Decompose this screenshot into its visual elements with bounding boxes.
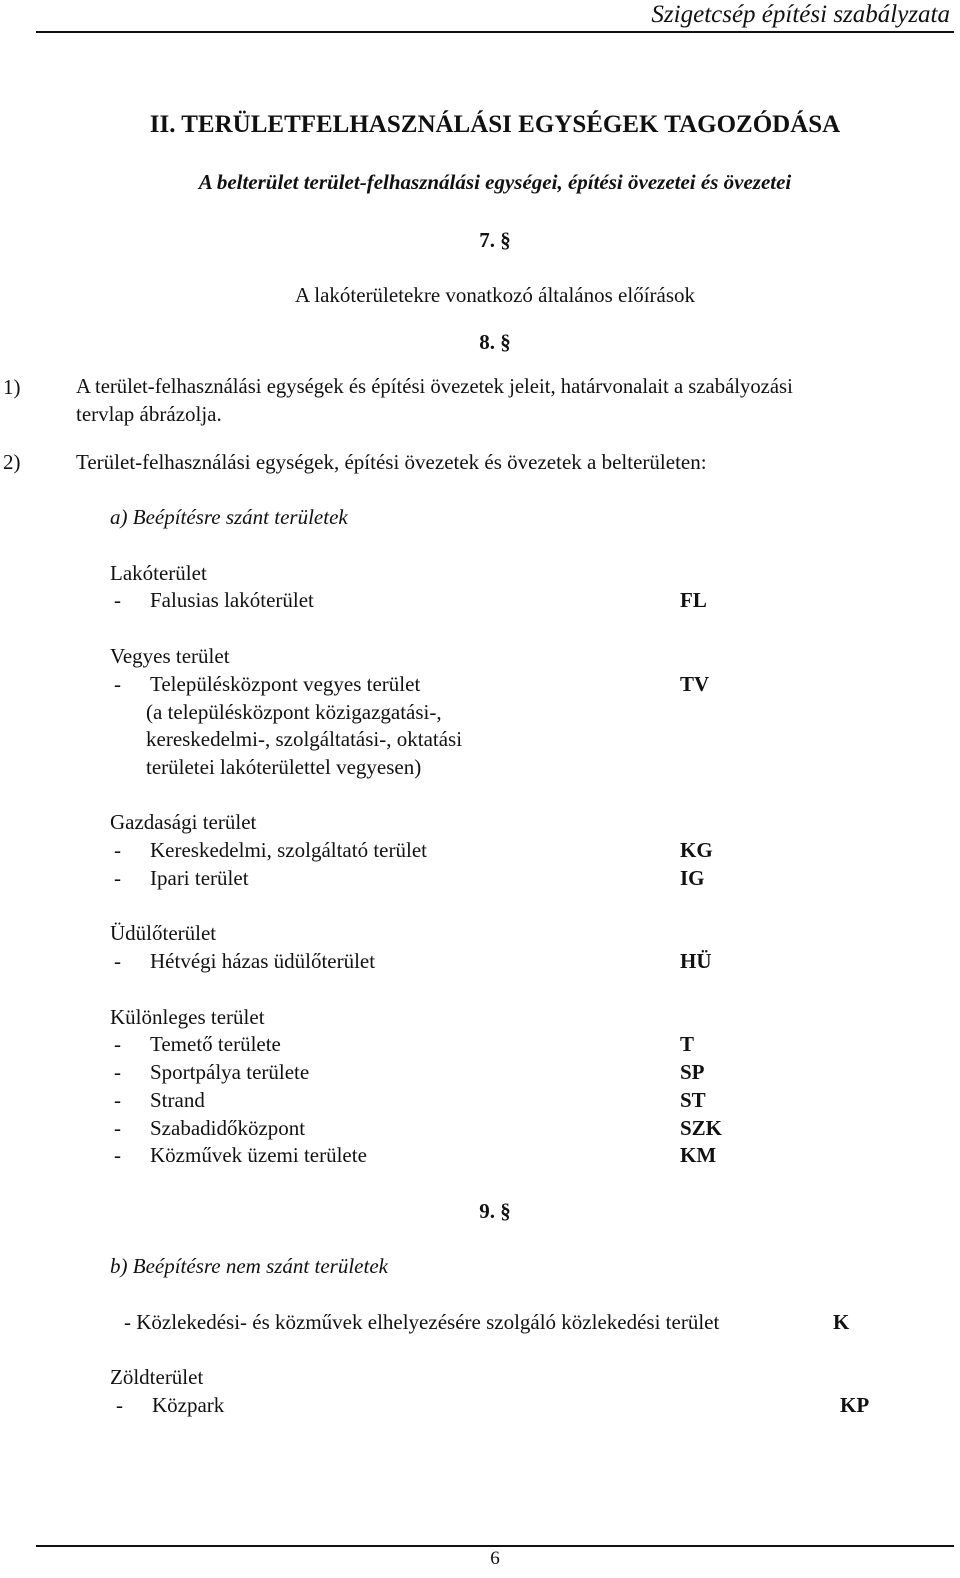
header-title: Szigetcsép építési szabályzata <box>651 1 950 28</box>
traffic-code: K <box>833 1310 850 1334</box>
paragraph-1-line1: A terület-felhasználási egységek és építési övezetek jeleit, határvonalait a szabályozási <box>76 376 793 398</box>
part-a-heading: a) Beépítésre szánt területek <box>110 505 348 529</box>
item-dash: - <box>114 866 121 890</box>
item-code: FL <box>680 588 707 612</box>
item-code: IG <box>680 866 705 890</box>
item-label: Szabadidőközpont <box>150 1116 306 1140</box>
item-code: KP <box>840 1393 870 1417</box>
group-title-udulo: Üdülőterület <box>110 921 217 945</box>
item-dash: - <box>114 1116 121 1140</box>
footer-rule <box>36 1545 954 1547</box>
item-note-line: területei lakóterülettel vegyesen) <box>146 755 422 779</box>
paragraph-1-line2: tervlap ábrázolja. <box>76 402 222 426</box>
traffic-label: - Közlekedési- és közművek elhelyezésére szolgáló közlekedési terület <box>124 1310 720 1334</box>
item-note-line: kereskedelmi-, szolgáltatási-, oktatási <box>146 727 463 751</box>
item-dash: - <box>114 1032 121 1056</box>
part-b-heading: b) Beépítésre nem szánt területek <box>110 1254 388 1278</box>
section-8: 8. § <box>479 330 511 354</box>
header-rule <box>36 31 954 33</box>
item-code: KG <box>680 838 713 862</box>
item-label: Strand <box>150 1088 205 1112</box>
item-note-line: (a településközpont közigazgatási-, <box>146 700 442 724</box>
item-dash: - <box>114 672 121 696</box>
item-label: Temető területe <box>150 1032 281 1056</box>
item-label: Hétvégi házas üdülőterület <box>150 949 376 973</box>
item-code: T <box>680 1032 695 1056</box>
item-code: ST <box>680 1088 706 1112</box>
item-dash: - <box>114 1060 121 1084</box>
item-dash: - <box>114 1143 121 1167</box>
group-title-gazdasagi: Gazdasági terület <box>110 810 257 834</box>
item-dash: - <box>114 1088 121 1112</box>
paragraph-1-number: 1) <box>3 375 21 399</box>
section-7: 7. § <box>479 228 511 252</box>
group-title-lakoterulet: Lakóterület <box>110 561 207 585</box>
item-label: Kereskedelmi, szolgáltató terület <box>150 838 427 862</box>
item-label: Közpark <box>152 1393 225 1417</box>
item-code: HÜ <box>680 949 712 973</box>
item-label: Ipari terület <box>150 866 249 890</box>
item-dash: - <box>114 949 121 973</box>
paragraph-2-number: 2) <box>3 450 21 474</box>
item-label: Falusias lakóterület <box>150 588 314 612</box>
item-label: Sportpálya területe <box>150 1060 310 1084</box>
group-title-kulonleges: Különleges terület <box>110 1005 265 1029</box>
item-dash: - <box>114 588 121 612</box>
section-9: 9. § <box>479 1199 511 1223</box>
group-title-vegyes: Vegyes terület <box>110 644 230 668</box>
group-title-zold: Zöldterület <box>110 1365 204 1389</box>
page-number: 6 <box>490 1548 500 1569</box>
item-label: Településközpont vegyes terület <box>150 672 421 696</box>
chapter-title: II. TERÜLETFELHASZNÁLÁSI EGYSÉGEK TAGOZÓDÁSA <box>149 111 841 138</box>
item-dash: - <box>114 838 121 862</box>
item-code: SP <box>680 1060 705 1084</box>
paragraph-2-text: Terület-felhasználási egységek, építési övezetek és övezetek a belterületen: <box>76 450 707 474</box>
subtitle: A belterület terület-felhasználási egységei, építési övezetei és övezetei <box>198 170 792 194</box>
item-code: SZK <box>680 1116 723 1140</box>
item-code: TV <box>680 672 710 696</box>
item-dash: - <box>116 1393 123 1417</box>
item-label: Közművek üzemi területe <box>150 1143 367 1167</box>
item-code: KM <box>680 1143 717 1167</box>
section-7-title: A lakóterületekre vonatkozó általános előírások <box>294 283 696 307</box>
